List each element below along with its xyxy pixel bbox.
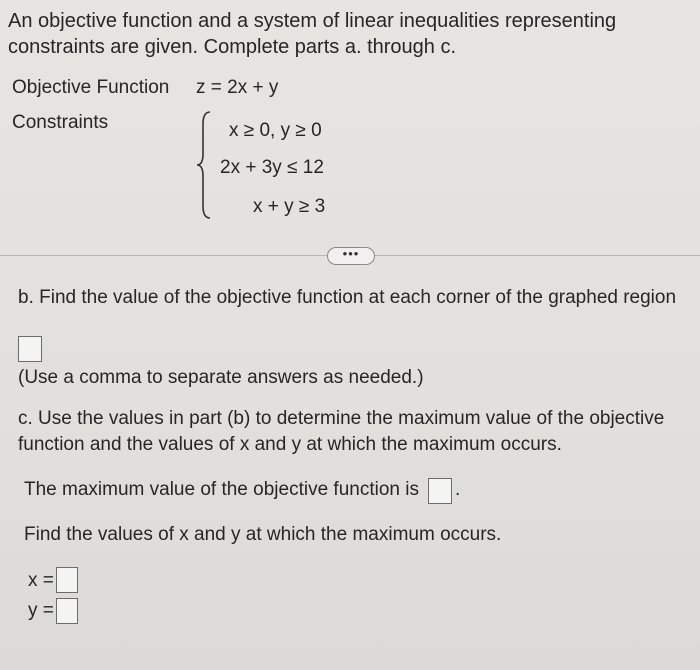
part-b-hint: (Use a comma to separate answers as needed.) [18, 367, 424, 388]
constraint-nonnegativity: x ≥ 0, y ≥ 0 [229, 120, 322, 141]
constraint-x-y: x + y ≥ 3 [253, 196, 326, 217]
y-label: y = [28, 600, 54, 621]
objective-function-label: Objective Function [12, 77, 170, 98]
y-answer-box[interactable] [56, 598, 78, 624]
problem-intro: An objective function and a system of linear inequalities representing constraints are given. Complete parts a. through c. [8, 10, 617, 58]
constraints-label: Constraints [12, 112, 109, 133]
expand-more-button[interactable]: ••• [327, 247, 375, 265]
x-label: x = [28, 570, 54, 591]
part-b-prompt: b. Find the value of the objective function at each corner of the graphed region [18, 287, 677, 308]
max-value-answer-box[interactable] [428, 478, 452, 504]
find-xy-text: Find the values of x and y at which the maximum occurs. [24, 524, 502, 545]
part-b-answer-box[interactable] [18, 336, 42, 362]
objective-function-equation: z = 2x + y [196, 77, 279, 98]
constraints-brace [196, 110, 212, 220]
max-value-period: . [455, 479, 461, 500]
constraint-2x-3y: 2x + 3y ≤ 12 [220, 157, 324, 178]
x-answer-box[interactable] [56, 567, 78, 593]
max-value-text: The maximum value of the objective function is [24, 479, 419, 500]
part-c-prompt: c. Use the values in part (b) to determine the maximum value of the objective function and the values of x and y at which the maximum occurs. [18, 408, 665, 455]
